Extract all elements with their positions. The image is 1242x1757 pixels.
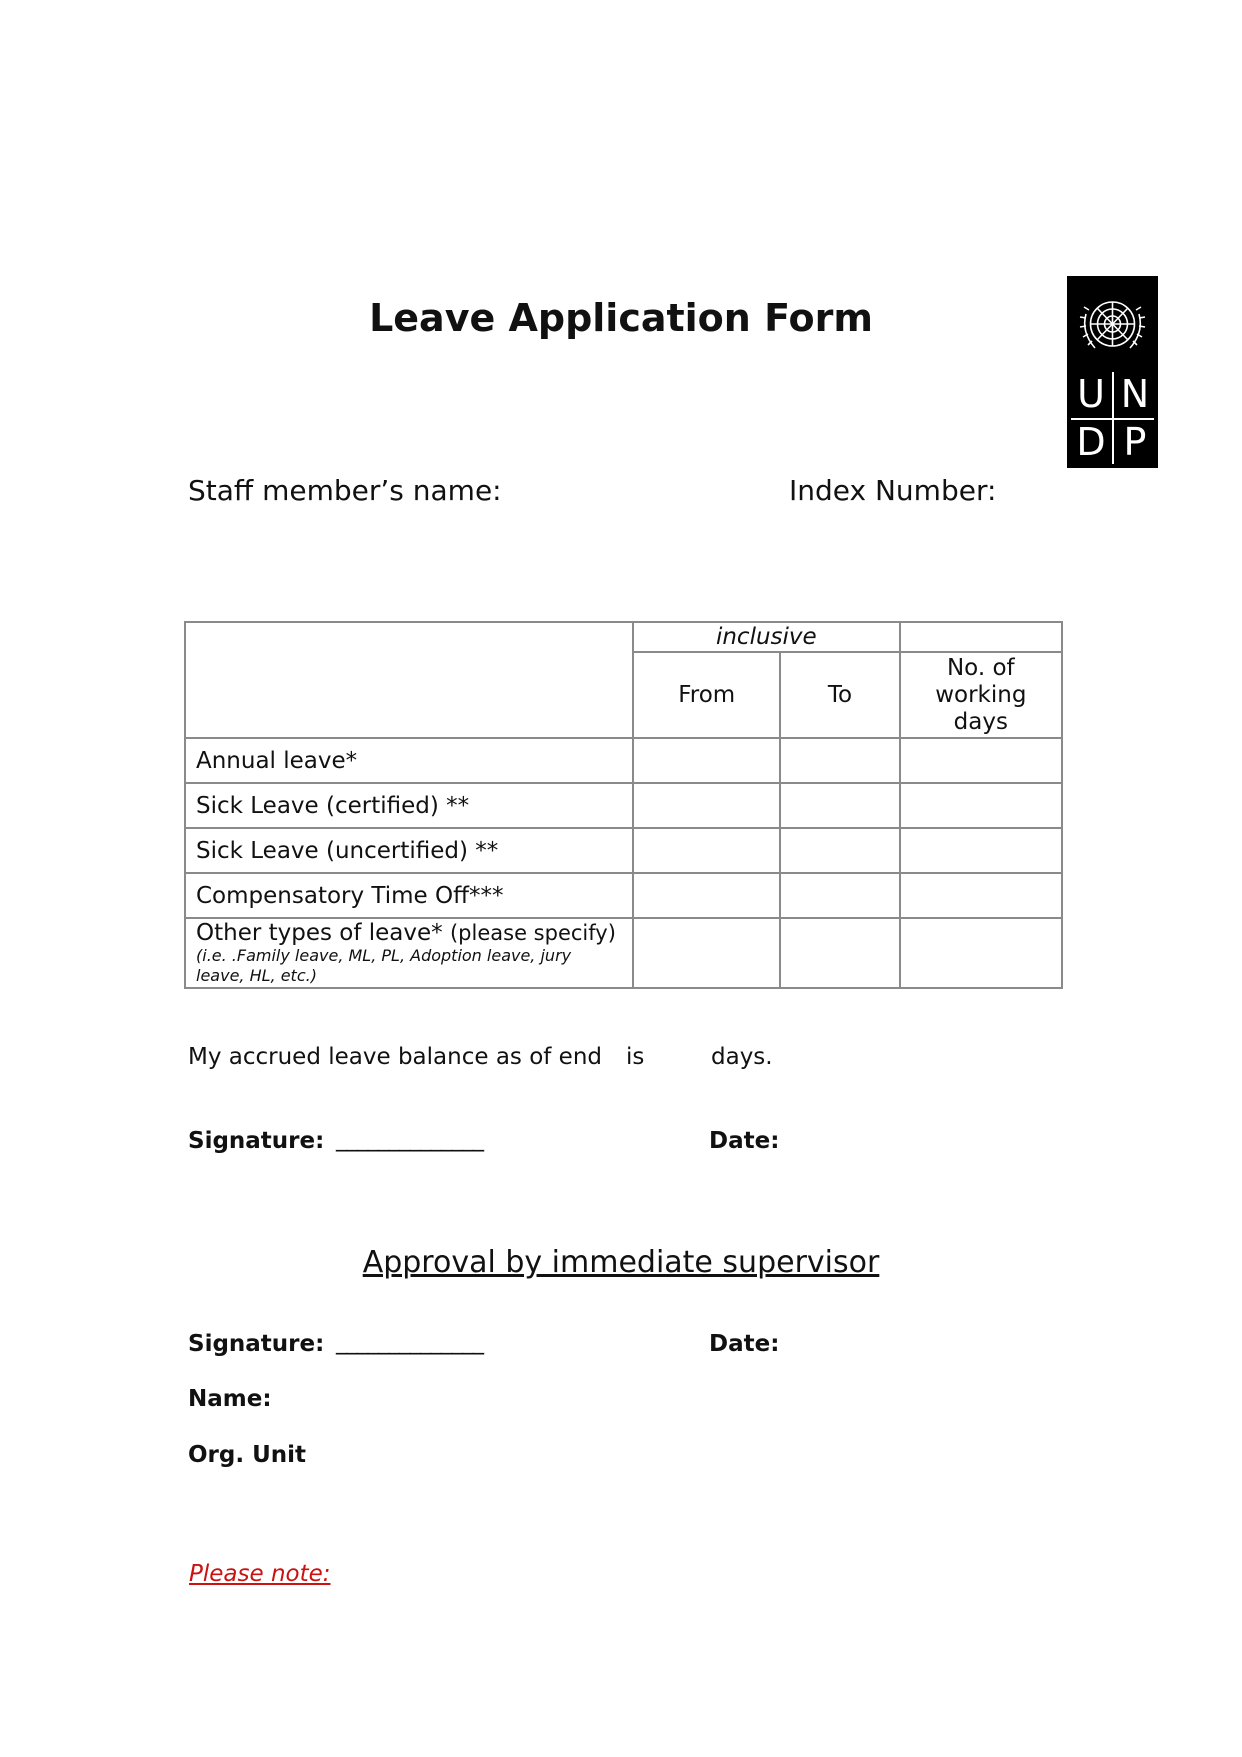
to-cell[interactable]	[780, 738, 899, 783]
balance-days-word: days.	[711, 1044, 773, 1070]
logo-letter-n: N	[1120, 372, 1150, 416]
leave-type-label	[185, 918, 633, 988]
from-cell[interactable]	[633, 918, 780, 988]
signature-label: Signature:	[188, 1128, 325, 1154]
table-row	[185, 918, 1062, 988]
undp-logo	[1067, 276, 1158, 468]
leave-table	[184, 621, 1063, 989]
inclusive-header: inclusive	[633, 622, 900, 652]
from-cell[interactable]	[633, 873, 780, 918]
leave-type-label: Sick Leave (uncertified) **	[185, 828, 633, 873]
days-cell[interactable]	[900, 918, 1062, 988]
logo-letter-u: U	[1077, 372, 1105, 416]
supervisor-signature-label: Signature:	[188, 1331, 325, 1357]
staff-name-label: Staff member’s name:	[188, 474, 502, 507]
org-unit-label: Org. Unit	[188, 1442, 307, 1468]
un-emblem-icon	[1067, 284, 1158, 364]
approval-heading: Approval by immediate supervisor	[362, 1245, 880, 1280]
table-row	[185, 873, 1062, 918]
days-cell[interactable]	[900, 873, 1062, 918]
supervisor-signature-line[interactable]: ______________	[336, 1329, 483, 1355]
from-header: From	[633, 652, 780, 738]
logo-letter-p: P	[1123, 420, 1147, 464]
days-cell[interactable]	[900, 783, 1062, 828]
supervisor-date-label: Date:	[709, 1331, 780, 1357]
supervisor-name-label: Name:	[188, 1386, 272, 1412]
from-cell[interactable]	[633, 783, 780, 828]
logo-letter-d: D	[1076, 420, 1106, 464]
to-cell[interactable]	[780, 783, 899, 828]
table-corner-cell	[185, 622, 633, 738]
days-cell[interactable]	[900, 738, 1062, 783]
to-cell[interactable]	[780, 828, 899, 873]
signature-line[interactable]: ______________	[336, 1126, 483, 1152]
table-row	[185, 738, 1062, 783]
leave-type-label: Compensatory Time Off***	[185, 873, 633, 918]
leave-type-label: Annual leave*	[185, 738, 633, 783]
date-label: Date:	[709, 1128, 780, 1154]
to-cell[interactable]	[780, 873, 899, 918]
days-cell[interactable]	[900, 828, 1062, 873]
page-title: Leave Application Form	[369, 296, 873, 340]
please-specify-label: (please specify)	[449, 921, 616, 945]
from-cell[interactable]	[633, 738, 780, 783]
table-row	[185, 828, 1062, 873]
working-days-header: No. of working days	[900, 652, 1062, 738]
please-note-label: Please note:	[189, 1561, 331, 1587]
balance-text: My accrued leave balance as of end	[188, 1044, 603, 1070]
balance-is-word: is	[626, 1044, 645, 1070]
empty-header-cell	[900, 622, 1062, 652]
from-cell[interactable]	[633, 828, 780, 873]
leave-type-label: Sick Leave (certified) **	[185, 783, 633, 828]
other-leave-label: Other types of leave*	[196, 920, 443, 946]
to-header: To	[780, 652, 899, 738]
table-row	[185, 783, 1062, 828]
index-number-label: Index Number:	[789, 474, 997, 507]
to-cell[interactable]	[780, 918, 899, 988]
other-leave-note: (i.e. .Family leave, ML, PL, Adoption leave, jury leave, HL, etc.)	[196, 946, 572, 985]
